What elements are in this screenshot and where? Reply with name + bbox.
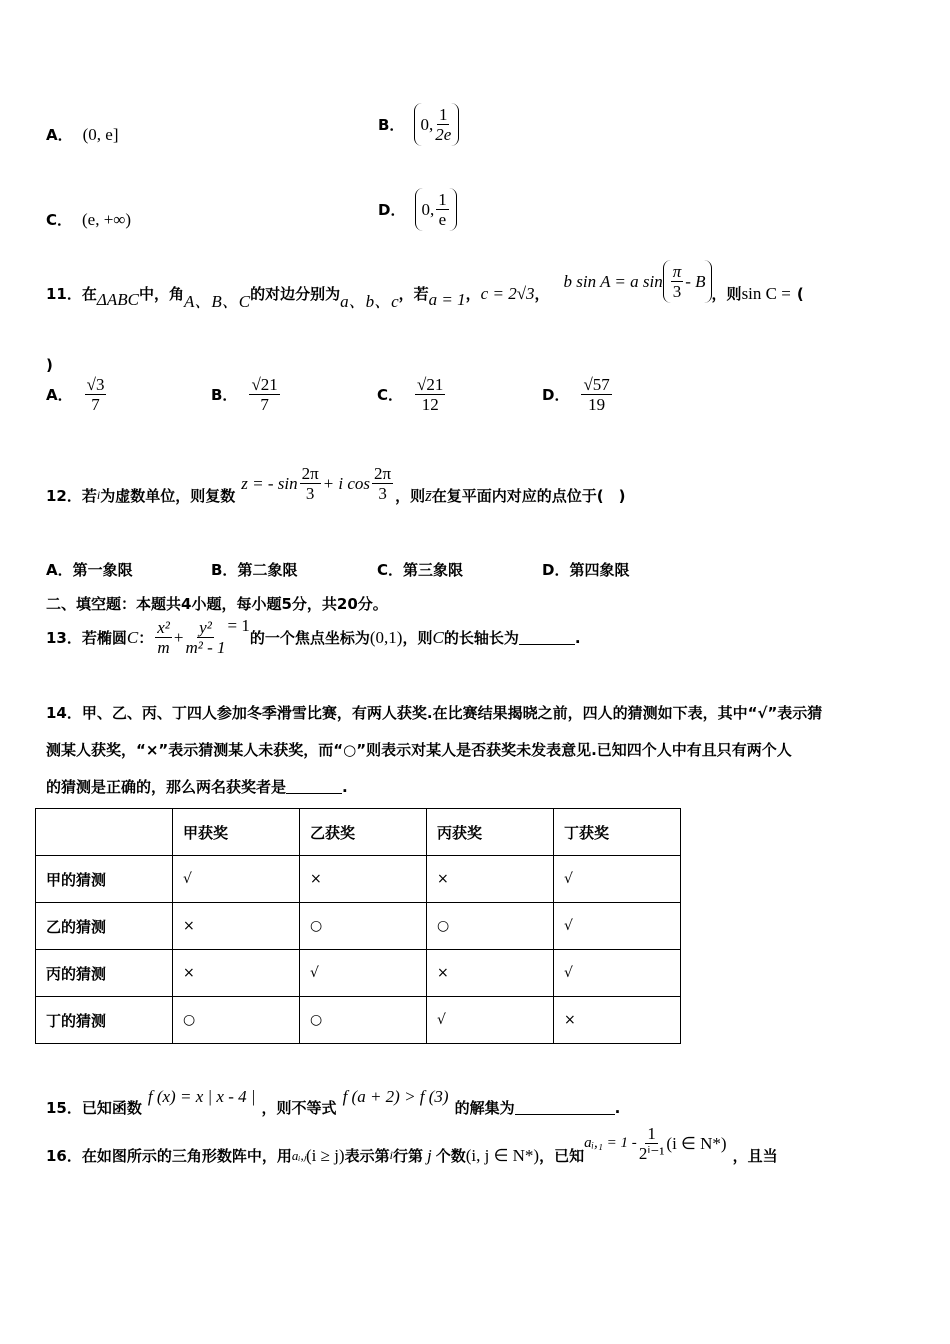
numerator: x²	[157, 618, 170, 637]
row-label: 甲的猜测	[36, 856, 173, 903]
math: + i cos	[322, 473, 371, 493]
denominator: 19	[588, 394, 606, 414]
answer-blank[interactable]	[286, 779, 342, 794]
q12-option-d	[542, 559, 629, 580]
numerator: 1	[438, 105, 448, 124]
option-label: D．	[542, 385, 570, 404]
text: 中，角	[138, 285, 184, 303]
table-row	[36, 903, 681, 950]
math: sin C =	[741, 283, 791, 303]
numerator: y²	[199, 618, 212, 637]
math: aᵢ,₁ = 1 -	[584, 1135, 637, 1151]
answer-blank[interactable]	[515, 1100, 615, 1115]
row-label: 丁的猜测	[36, 997, 173, 1044]
table-cell: ○	[173, 997, 300, 1044]
text: 的对边分别为	[250, 285, 341, 303]
text: 为虚数单位，则复数	[100, 487, 236, 505]
table-header: 丁获奖	[554, 809, 681, 856]
table-cell: √	[427, 997, 554, 1044]
q11-stem	[46, 262, 804, 315]
text: 表示第	[344, 1147, 390, 1165]
q10-option-d	[378, 188, 457, 231]
option-label: C．	[377, 561, 404, 579]
math: ΔABC	[96, 289, 139, 309]
q10-option-b	[378, 103, 459, 146]
q12-option-b	[211, 559, 297, 580]
numerator: √21	[251, 374, 278, 394]
table-cell: √	[554, 856, 681, 903]
math: i	[96, 488, 101, 502]
denominator: 12	[421, 394, 439, 414]
math: - B	[685, 271, 706, 291]
table-cell: √	[300, 950, 427, 997]
table-row	[36, 950, 681, 997]
math: a、b、c	[340, 292, 399, 311]
q11-option-d	[542, 375, 614, 414]
option-text: 第一象限	[72, 561, 133, 579]
section-heading: 二、填空题：本题共4小题，每小题5分，共20分。	[46, 595, 388, 613]
text: 个数	[435, 1147, 466, 1165]
denominator: 2e	[435, 125, 452, 144]
math: c = 2√3	[480, 283, 535, 303]
q11-paren-close	[46, 356, 53, 374]
math: C	[432, 627, 444, 647]
option-value: (0, e]	[82, 124, 119, 144]
numerator: √21	[417, 374, 444, 394]
denominator: m² - 1	[185, 638, 226, 657]
q10-option-a	[46, 124, 118, 145]
math: C	[126, 627, 139, 647]
value-part: 0,	[421, 199, 435, 219]
table-cell: √	[554, 950, 681, 997]
text: )	[46, 356, 53, 374]
text: ，则	[402, 629, 433, 647]
guess-table	[35, 808, 681, 1044]
option-label: D．	[542, 561, 570, 579]
text: ：	[138, 629, 154, 647]
numerator: √57	[583, 374, 610, 394]
denominator: e	[438, 210, 447, 229]
math: f (x) = x | x - 4 |	[147, 1086, 256, 1106]
text: 16．在如图所示的三角形数阵中，用	[46, 1147, 292, 1165]
math: (0,1)	[369, 627, 403, 647]
row-label: 丙的猜测	[36, 950, 173, 997]
text: 的猜测是正确的，那么两名获奖者是	[46, 778, 287, 796]
q14-line-2: 测某人获奖，“×”表示猜测某人未获奖，而“○”则表示对某人是否获奖未发表意见.已知四个人中有且只有两个人	[46, 741, 792, 759]
option-text: 第四象限	[569, 561, 630, 579]
denominator: 7	[91, 394, 100, 414]
text: 的解集为	[454, 1099, 515, 1117]
text: ，	[534, 285, 550, 303]
option-label: D．	[378, 201, 406, 219]
numerator: 1	[438, 190, 447, 209]
q16-stem	[46, 1124, 778, 1175]
option-label: A．	[46, 561, 73, 579]
table-cell: √	[554, 903, 681, 950]
text: ，已知	[539, 1147, 585, 1165]
option-label: B．	[378, 116, 405, 134]
denominator: 3	[672, 282, 682, 301]
q14-line-1: 14．甲、乙、丙、丁四人参加冬季滑雪比赛，有两人获奖.在比赛结果揭晓之前，四人的猜测如下表，其中“√”表示猜	[46, 704, 823, 722]
text: .	[342, 777, 348, 796]
q11-option-c	[377, 375, 447, 414]
q12-option-a	[46, 559, 133, 580]
table-cell: ×	[427, 856, 554, 903]
value-part: 0,	[420, 114, 434, 134]
text: 11．在	[46, 285, 97, 303]
option-label: B．	[211, 561, 238, 579]
math: j	[426, 1145, 432, 1165]
table-header-row	[36, 809, 681, 856]
denominator: 3	[305, 484, 315, 503]
table-header: 丙获奖	[427, 809, 554, 856]
text: 13．若椭圆	[46, 629, 127, 647]
denominator: m	[157, 638, 170, 657]
table-cell: ×	[554, 997, 681, 1044]
math: z = - sin	[241, 473, 298, 493]
q11-option-b	[211, 375, 282, 414]
text: ，若	[398, 285, 429, 303]
math: +	[173, 627, 184, 647]
text: ，则不等式	[261, 1099, 337, 1117]
text: .	[614, 1098, 621, 1117]
math: aᵢ,ⱼ	[291, 1147, 306, 1163]
text: ，且当	[732, 1147, 778, 1165]
option-value	[414, 103, 459, 146]
text: ，则	[711, 285, 742, 303]
math: = 1	[227, 615, 250, 635]
option-text: 第三象限	[403, 561, 464, 579]
numerator: 2π	[301, 464, 319, 483]
math: a = 1	[428, 289, 466, 309]
math: A、B、C	[183, 292, 251, 311]
q15-stem	[46, 1075, 620, 1118]
text: 12．若	[46, 487, 97, 505]
denominator: 7	[260, 394, 269, 414]
text: 的长轴长为	[443, 629, 519, 647]
text: 15．已知函数	[46, 1099, 142, 1117]
numerator: 2π	[374, 464, 392, 483]
option-value: (e, +∞)	[82, 209, 132, 229]
numerator: 1	[647, 1124, 656, 1143]
option-label: B．	[211, 385, 238, 404]
option-label: C．	[46, 211, 73, 229]
math: (i ≥ j)	[305, 1145, 345, 1165]
option-label: C．	[377, 385, 404, 404]
q11-option-a	[46, 375, 108, 414]
text: 在复平面内对应的点位于( )	[431, 487, 626, 505]
table-cell: ×	[173, 903, 300, 950]
answer-blank[interactable]	[519, 630, 575, 645]
q12-option-c	[377, 559, 463, 580]
option-value	[415, 188, 456, 231]
table-row	[36, 856, 681, 903]
text: 的一个焦点坐标为	[249, 629, 370, 647]
denominator: 3	[378, 484, 387, 503]
numerator: √3	[86, 374, 105, 394]
math: f (a + 2) > f (3)	[342, 1086, 449, 1106]
math: (i, j ∈ N*)	[465, 1145, 540, 1165]
math-bracket	[663, 260, 712, 303]
table-cell: ×	[173, 950, 300, 997]
math: b sin A = a sin	[563, 271, 663, 291]
table-header: 乙获奖	[300, 809, 427, 856]
table-cell: ×	[300, 856, 427, 903]
text: ，	[465, 285, 481, 303]
numerator: π	[672, 262, 682, 281]
text: 行第	[392, 1147, 423, 1165]
text: ，则	[395, 487, 426, 505]
q13-stem	[46, 615, 581, 657]
option-label: A．	[46, 126, 73, 144]
table-row	[36, 997, 681, 1044]
table-cell: ○	[427, 903, 554, 950]
table-header: 甲获奖	[173, 809, 300, 856]
math: i	[389, 1148, 393, 1162]
table-cell: √	[173, 856, 300, 903]
row-label: 乙的猜测	[36, 903, 173, 950]
math: z̄	[425, 485, 432, 505]
text: (	[796, 284, 804, 303]
text: .	[574, 628, 581, 647]
table-cell: ○	[300, 903, 427, 950]
option-text: 第二象限	[237, 561, 298, 579]
q14-line-3	[46, 776, 348, 797]
q10-option-c	[46, 209, 131, 230]
table-header	[36, 809, 173, 856]
table-cell: ×	[427, 950, 554, 997]
table-cell: ○	[300, 997, 427, 1044]
option-label: A．	[46, 385, 73, 404]
denominator: 2ⁱ⁻¹	[638, 1144, 665, 1163]
math: (i ∈ N*)	[666, 1133, 727, 1153]
